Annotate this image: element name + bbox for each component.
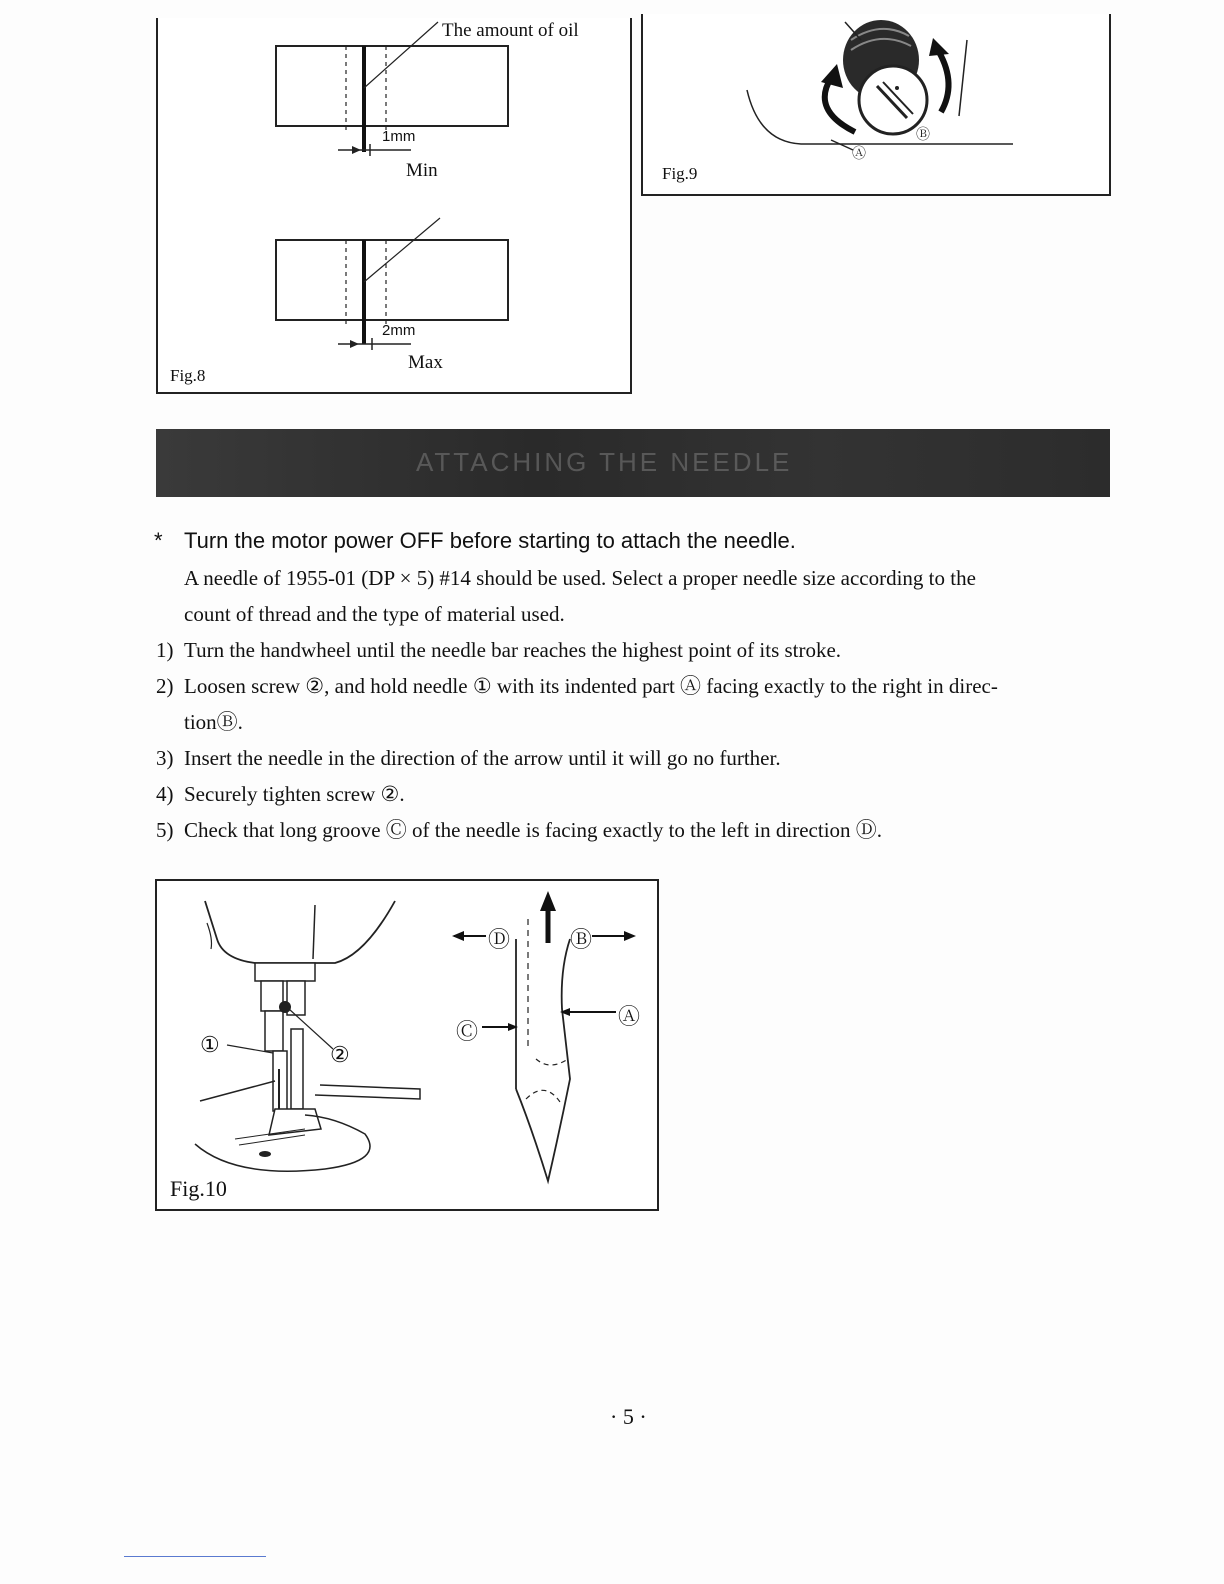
fig8-max-label: Max — [408, 352, 443, 373]
fig10-mark-1: ① — [200, 1032, 220, 1057]
fig8-min-label: Min — [406, 160, 438, 181]
section-banner — [156, 429, 1110, 497]
fig8-label: Fig.8 — [170, 366, 206, 385]
step-5 — [156, 812, 1116, 848]
section-banner-title: ATTACHING THE NEEDLE — [416, 447, 793, 477]
step-text: Turn the handwheel until the needle bar reaches the highest point of its stroke. — [184, 638, 842, 662]
fig10-mark-b: Ⓑ — [570, 927, 593, 952]
fig8-max-dimension: 2mm — [382, 322, 416, 339]
intro-line-1: A needle of 1955-01 (DP × 5) #14 should be used. Select a proper needle size according to the — [184, 566, 976, 590]
fig10-label: Fig.10 — [170, 1176, 227, 1201]
fig8-min-dimension: 1mm — [382, 128, 416, 145]
step-number: 5) — [156, 818, 174, 842]
step-text: Securely tighten screw ②. — [184, 782, 405, 806]
warning-text: Turn the motor power OFF before starting to attach the needle. — [184, 528, 796, 553]
fig9-label: Fig.9 — [662, 164, 698, 183]
intro-line-2: count of thread and the type of material used. — [184, 602, 565, 626]
step-number: 2) — [156, 674, 174, 698]
step-text-continued: tionⒷ. — [184, 710, 243, 734]
page-number: · 5 · — [610, 1404, 647, 1429]
fig10-mark-2: ② — [330, 1042, 350, 1067]
fig10-mark-d: Ⓓ — [488, 927, 511, 952]
step-2 — [156, 668, 1116, 740]
fig9-mark-a: Ⓐ — [852, 147, 866, 162]
fig8-max-block — [276, 240, 508, 320]
warning-notice — [154, 528, 796, 554]
fig9-diagram — [641, 0, 1111, 200]
step-3 — [156, 740, 1116, 776]
step-text: Loosen screw ②, and hold needle ① with its indented part Ⓐ facing exactly to the right in direc- — [184, 674, 998, 698]
fig8-oil-label: The amount of oil — [442, 20, 579, 41]
step-number: 1) — [156, 638, 174, 662]
fig8-diagram — [156, 0, 636, 400]
fig10-mark-a: Ⓐ — [618, 1004, 641, 1029]
intro-paragraph — [184, 560, 1114, 632]
step-number: 3) — [156, 746, 174, 770]
footer-divider — [124, 1556, 266, 1557]
fig10-machine-diagram — [155, 879, 435, 1199]
fig8-min-block — [276, 46, 508, 126]
warning-bullet: * — [154, 528, 163, 553]
step-number: 4) — [156, 782, 174, 806]
fig10-mark-c: Ⓒ — [456, 1019, 479, 1044]
fig9-mark-b: Ⓑ — [916, 128, 930, 143]
step-text: Check that long groove Ⓒ of the needle is facing exactly to the left in direction Ⓓ. — [184, 818, 883, 842]
step-1 — [156, 632, 1116, 668]
step-text: Insert the needle in the direction of the arrow until it will go no further. — [184, 746, 781, 770]
step-4 — [156, 776, 1116, 812]
